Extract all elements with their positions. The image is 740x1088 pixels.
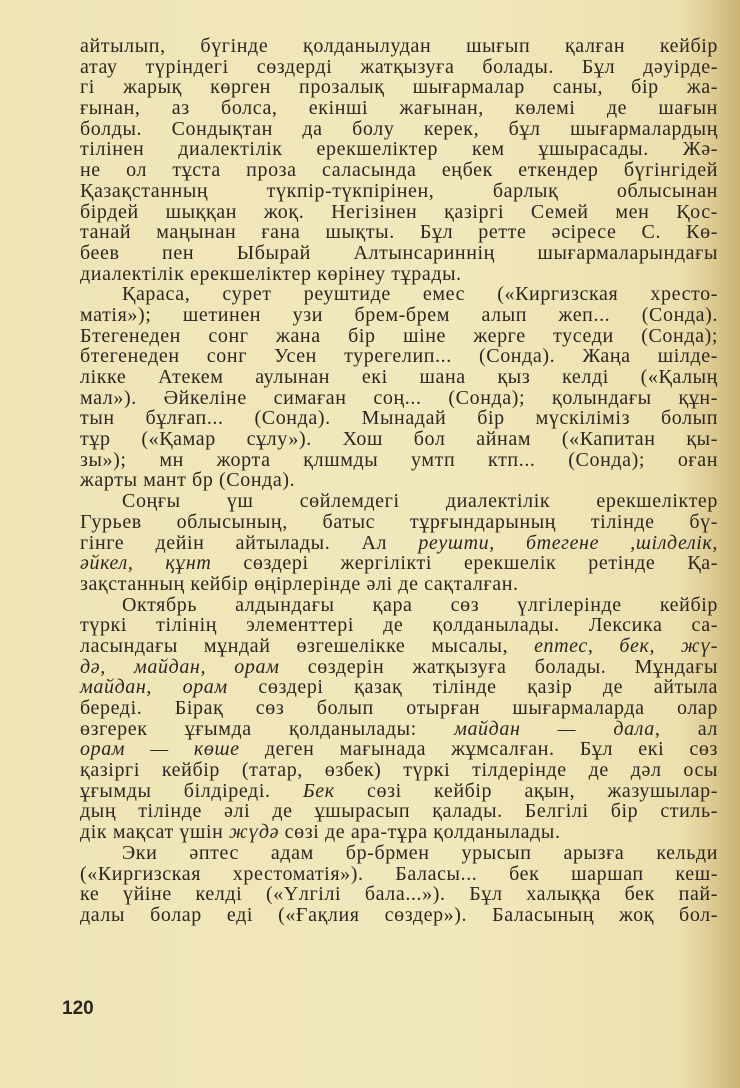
italic-term: дә, майдан, орам <box>80 655 280 678</box>
text-segment: сөздерін жатқызуға болады. Мұндағы <box>279 655 718 678</box>
text-line <box>80 719 718 740</box>
italic-term: жүдә <box>229 821 280 844</box>
text-segment: гі жарық көрген прозалық шығармалар саны, бір жа- <box>80 76 718 99</box>
text-segment: деген мағынада жұмсалған. Бұл екі сөз <box>239 738 718 761</box>
text-segment: далы болар еді («Ғақлия сөздер»). Баласының жоқ бол- <box>80 903 718 926</box>
text-line <box>80 574 718 595</box>
italic-term: майдан — дала, <box>454 717 661 740</box>
text-segment: бірдей шыққан жоқ. Негізінен қазіргі Семей мен Қос- <box>80 200 718 223</box>
text-line <box>80 512 718 533</box>
text-line <box>80 284 718 305</box>
text-line <box>80 595 718 616</box>
text-segment: дың тілінде әлі де ұшырасып қалады. Белгілі бір стиль- <box>80 800 718 823</box>
text-line <box>80 367 718 388</box>
text-segment: Қараса, сурет реуштиде емес («Киргизская хресто- <box>122 283 718 306</box>
text-segment: тілінен диалектілік ерекшеліктер кем ұшырасады. Жә- <box>80 138 718 161</box>
text-line <box>80 326 718 347</box>
text-segment: Қазақстанның түкпір-түкпірінен, барлық облысынан <box>80 179 718 202</box>
italic-term: реушти, бтегене ,шілделік, <box>418 531 718 554</box>
text-segment: ұғымды білдіреді. <box>80 779 303 802</box>
text-segment: не ол тұста проза саласында еңбек еткендер бүгінгідей <box>80 159 718 182</box>
text-line <box>80 864 718 885</box>
text-line <box>80 264 718 285</box>
text-line <box>80 822 718 843</box>
text-segment: ке үйіне келді («Үлгілі бала...»). Бұл халыққа бек пай- <box>80 883 718 906</box>
text-line <box>80 677 718 698</box>
text-segment: атау түріндегі сөздерді жатқызуға болады. Бұл дәуірде- <box>80 55 718 78</box>
text-segment: Бтегенеден сонг жана бір шіне жерге туседи (Сонда); <box>80 324 718 347</box>
text-segment: өзгерек ұғымда қолданылады: <box>80 717 455 740</box>
text-segment: бтегенеден сонг Усен турегелип... (Сонда). Жаңа шілде- <box>80 345 718 368</box>
text-line <box>80 553 718 574</box>
text-segment: сөзі де ара-тұра қолданылады. <box>279 821 561 844</box>
text-segment: Эки әптес адам бр-брмен урысып арызға кельди <box>122 841 718 864</box>
text-line <box>80 222 718 243</box>
text-line <box>80 781 718 802</box>
text-line <box>80 491 718 512</box>
text-segment: ласындағы мұндай өзгешелікке мысалы, <box>80 634 535 657</box>
text-line <box>80 905 718 926</box>
text-line <box>80 739 718 760</box>
paragraph <box>80 843 718 926</box>
text-line <box>80 843 718 864</box>
text-line <box>80 181 718 202</box>
text-segment: береді. Бірақ сөз болып отырған шығармаларда олар <box>80 697 718 719</box>
paragraph <box>80 36 718 284</box>
text-segment: мал»). Әйкеліне симаған соң... (Сонда); қолындағы құн- <box>80 386 718 409</box>
text-segment: тын бұлғап... (Сонда). Мынадай бір мүскіліміз болып <box>80 407 718 430</box>
text-line <box>80 801 718 822</box>
text-segment: ал <box>660 717 718 740</box>
text-segment: айтылып, бүгінде қолданылудан шығып қалған кейбір <box>80 35 718 57</box>
text-segment: («Киргизская хрестоматія»). Баласы... бек шаршап кеш- <box>80 862 718 885</box>
text-segment: ғынан, аз болса, екінші жағынан, көлемі де шағын <box>80 97 718 120</box>
text-segment: Октябрь алдындағы қара сөз үлгілерінде кейбір <box>122 593 718 616</box>
text-line <box>80 305 718 326</box>
text-line <box>80 98 718 119</box>
italic-term: майдан, орам <box>80 676 228 699</box>
text-line <box>80 470 718 491</box>
text-segment: жарты мант бр (Сонда). <box>80 469 296 492</box>
text-line <box>80 657 718 678</box>
text-line <box>80 429 718 450</box>
text-line <box>80 202 718 223</box>
text-line <box>80 388 718 409</box>
text-line <box>80 884 718 905</box>
text-line <box>80 760 718 781</box>
text-segment: тұр («Қамар сұлу»). Хош бол айнам («Капитан қы- <box>80 428 718 451</box>
text-segment: беев пен Ыбырай Алтынсариннің шығармаларындағы <box>80 241 718 264</box>
italic-term: Бек <box>302 779 335 802</box>
text-line <box>80 533 718 554</box>
text-segment: сөздері қазақ тілінде қазір де айтыла <box>227 676 718 699</box>
text-line <box>80 77 718 98</box>
text-line <box>80 698 718 719</box>
text-line <box>80 408 718 429</box>
text-line <box>80 36 718 57</box>
text-segment: болды. Сондықтан да болу керек, бұл шығармалардың <box>80 117 718 140</box>
text-line <box>80 450 718 471</box>
paragraph <box>80 595 718 843</box>
text-segment: зақстанның кейбір өңірлерінде әлі де сақталған. <box>80 572 519 595</box>
text-segment: Соңғы үш сөйлемдегі диалектілік ерекшеліктер <box>122 490 718 513</box>
text-line <box>80 243 718 264</box>
italic-term: орам — көше <box>80 738 240 761</box>
text-segment: диалектілік ерекшеліктер көрінеу тұрады. <box>80 262 462 285</box>
text-segment: түркі тілінің элементтері де қолданылады. Лексика са- <box>80 614 718 637</box>
text-line <box>80 139 718 160</box>
text-segment: матія»); шетинен узи брем-брем алып жеп... (Сонда). <box>80 303 718 326</box>
text-segment: зы»); мн жорта қлшмды умтп ктп... (Сонда); оған <box>80 448 718 471</box>
text-line <box>80 57 718 78</box>
text-line <box>80 160 718 181</box>
page-body <box>80 36 718 926</box>
text-segment: қазіргі кейбір (татар, өзбек) түркі тілдерінде де дәл осы <box>80 759 718 782</box>
text-segment: Гурьев облысының, батыс тұрғындарының тілінде бү- <box>80 510 718 533</box>
italic-term: әйкел, құнт <box>80 552 212 575</box>
paragraph <box>80 491 718 594</box>
page-number: 120 <box>62 998 94 1019</box>
text-line <box>80 346 718 367</box>
text-segment: сөздері жергілікті ерекшелік ретінде Қа- <box>211 552 718 575</box>
text-line <box>80 636 718 657</box>
paragraph <box>80 284 718 491</box>
text-line <box>80 119 718 140</box>
text-segment: танай маңынан ғана шықты. Бұл ретте әсіресе С. Кө- <box>80 221 718 244</box>
text-segment: лікке Атекем аулынан екі шана қыз келді («Қалың <box>80 366 718 388</box>
text-segment: гінге дейін айтылады. Ал <box>80 531 419 554</box>
text-segment: дік мақсат үшін <box>80 821 230 844</box>
text-segment: сөзі кейбір ақын, жазушылар- <box>334 779 718 802</box>
text-line <box>80 615 718 636</box>
italic-term: ептес, бек, жү- <box>534 634 718 657</box>
